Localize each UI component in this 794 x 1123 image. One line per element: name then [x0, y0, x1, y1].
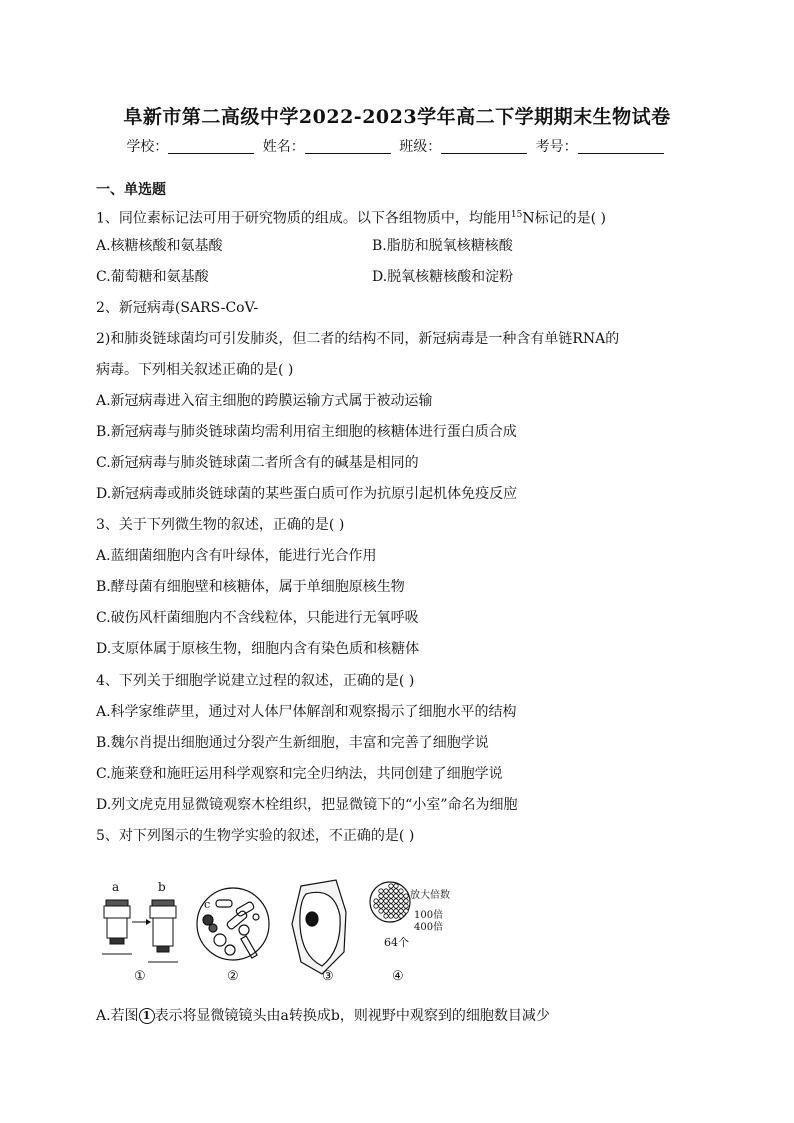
caption-3: ③	[322, 969, 334, 984]
page-title: 阜新市第二高级中学2022-2023学年高二下学期期末生物试卷	[123, 106, 671, 128]
mag-to: 400倍	[414, 922, 444, 933]
lens-switch-arrowhead	[146, 919, 151, 925]
cell-dot	[394, 904, 398, 908]
caption-2: ②	[227, 969, 239, 984]
cell-dot	[379, 909, 383, 913]
objective-lens-a	[102, 900, 132, 954]
cell-dot	[389, 889, 393, 893]
q1-option-c[interactable]: C.葡萄糖和氨基酸	[96, 269, 209, 285]
caption-4: ④	[392, 969, 404, 984]
q4-option-c[interactable]: C.施莱登和施旺运用科学观察和完全归纳法，共同创建了细胞学说	[96, 766, 503, 782]
cell-dot	[399, 914, 403, 918]
q5-option-a[interactable]	[96, 1007, 550, 1025]
cell-dot	[389, 899, 393, 903]
q2-option-d[interactable]: D.新冠病毒或肺炎链球菌的某些蛋白质可作为抗原引起机体免疫反应	[96, 486, 518, 502]
cell-dot	[389, 884, 393, 888]
cell-dot	[399, 909, 403, 913]
cell-dot	[379, 894, 383, 898]
objective-lens-b	[148, 900, 178, 962]
q1-isotope-sup: 15	[510, 210, 523, 220]
q5-a-prefix: A.若图	[96, 1008, 139, 1024]
q1-stem-b: N标记的是( )	[522, 210, 606, 227]
lens-label-b: b	[158, 880, 166, 894]
cell-dot	[384, 914, 388, 918]
q1-option-b[interactable]: B.脂肪和脱氧核糖核酸	[372, 238, 513, 254]
q4-option-a[interactable]: A.科学家维萨里，通过对人体尸体解剖和观察揭示了细胞水平的结构	[96, 704, 517, 720]
number-blank[interactable]	[578, 139, 664, 154]
q1-option-d[interactable]: D.脱氧核糖核酸和淀粉	[372, 269, 514, 285]
q4-option-b[interactable]: B.魏尔肖提出细胞通过分裂产生新细胞，丰富和完善了细胞学说	[96, 735, 489, 751]
q2-stem-line3: 病毒。下列相关叙述正确的是( )	[96, 362, 294, 378]
section-heading: 一、单选题	[96, 182, 166, 198]
mag-from: 100倍	[414, 910, 444, 921]
cell-dot	[399, 904, 403, 908]
q3-stem: 3、关于下列微生物的叙述，正确的是( )	[96, 517, 345, 533]
q3-option-c[interactable]: C.破伤风杆菌细胞内不含线粒体，只能进行无氧呼吸	[96, 610, 419, 626]
cell-dot	[374, 904, 378, 908]
cell-dot	[379, 904, 383, 908]
cell-dot	[384, 909, 388, 913]
q4-option-d[interactable]: D.列文虎克用显微镜观察木栓组织，把显微镜下的“小室”命名为细胞	[96, 797, 518, 813]
cell-dot	[384, 899, 388, 903]
q1-option-a[interactable]: A.核糖核酸和氨基酸	[96, 238, 223, 254]
q4-stem: 4、下列关于细胞学说建立过程的叙述，正确的是( )	[96, 673, 415, 689]
cell-dot	[389, 914, 393, 918]
lens-label-a: a	[112, 880, 120, 894]
cell-dot	[404, 909, 408, 913]
q2-option-c[interactable]: C.新冠病毒与肺炎链球菌二者所含有的碱基是相同的	[96, 455, 419, 471]
q3-option-d[interactable]: D.支原体属于原核生物，细胞内含有染色质和核糖体	[96, 641, 420, 657]
cell-dot	[374, 899, 378, 903]
number-label: 考号：	[535, 139, 578, 155]
cell-dot	[389, 904, 393, 908]
cell-count-field	[370, 882, 410, 922]
class-label: 班级：	[399, 139, 442, 155]
school-label: 学校：	[126, 139, 169, 155]
cell-dot	[404, 894, 408, 898]
q5-stem: 5、对下列图示的生物学实验的叙述，不正确的是( )	[96, 828, 415, 844]
cell-dot	[384, 889, 388, 893]
cell-dot	[389, 894, 393, 898]
cell-dot	[384, 904, 388, 908]
name-label: 姓名：	[262, 139, 305, 155]
cell-label-c: c	[204, 898, 211, 911]
q1-stem	[96, 206, 606, 228]
plant-cell-drawing	[292, 880, 346, 974]
cell-dot	[394, 909, 398, 913]
cell-dot	[399, 894, 403, 898]
cell-dot	[394, 884, 398, 888]
q2-option-a[interactable]: A.新冠病毒进入宿主细胞的跨膜运输方式属于被动运输	[96, 393, 433, 409]
caption-1: ①	[134, 969, 146, 984]
student-info-row	[0, 136, 794, 156]
figure-ref-1: 1	[139, 1008, 155, 1024]
cell-count-label: 64个	[384, 936, 409, 949]
mag-title: 放大倍数	[410, 890, 450, 901]
cell-dot	[399, 889, 403, 893]
school-blank[interactable]	[168, 139, 254, 154]
cell-dot	[404, 899, 408, 903]
q3-option-b[interactable]: B.酵母菌有细胞壁和核糖体，属于单细胞原核生物	[96, 579, 405, 595]
cell-dot	[399, 899, 403, 903]
cell-dot	[379, 899, 383, 903]
class-blank[interactable]	[441, 139, 527, 154]
cell-dot	[394, 889, 398, 893]
cell-dot	[394, 894, 398, 898]
cell-dot	[379, 889, 383, 893]
cell-dot	[404, 904, 408, 908]
cell-dot	[389, 909, 393, 913]
cell-dot	[394, 914, 398, 918]
q3-option-a[interactable]: A.蓝细菌细胞内含有叶绿体，能进行光合作用	[96, 548, 377, 564]
q5-a-text: 表示将显微镜镜头由a转换成b，则视野中观察到的细胞数目减少	[154, 1008, 550, 1024]
q5-figure	[96, 872, 450, 992]
q2-option-b[interactable]: B.新冠病毒与肺炎链球菌均需利用宿主细胞的核糖体进行蛋白质合成	[96, 424, 517, 440]
q2-stem-line2: 2)和肺炎链球菌均可引发肺炎，但二者的结构不同，新冠病毒是一种含有单链RNA的	[96, 331, 620, 347]
q2-stem-line1: 2、新冠病毒(SARS-CoV-	[96, 300, 259, 316]
cell-dot	[394, 899, 398, 903]
name-blank[interactable]	[305, 139, 391, 154]
cell-dot	[384, 894, 388, 898]
q1-stem-a: 1、同位素标记法可用于研究物质的组成。以下各组物质中，均能用	[96, 210, 511, 227]
